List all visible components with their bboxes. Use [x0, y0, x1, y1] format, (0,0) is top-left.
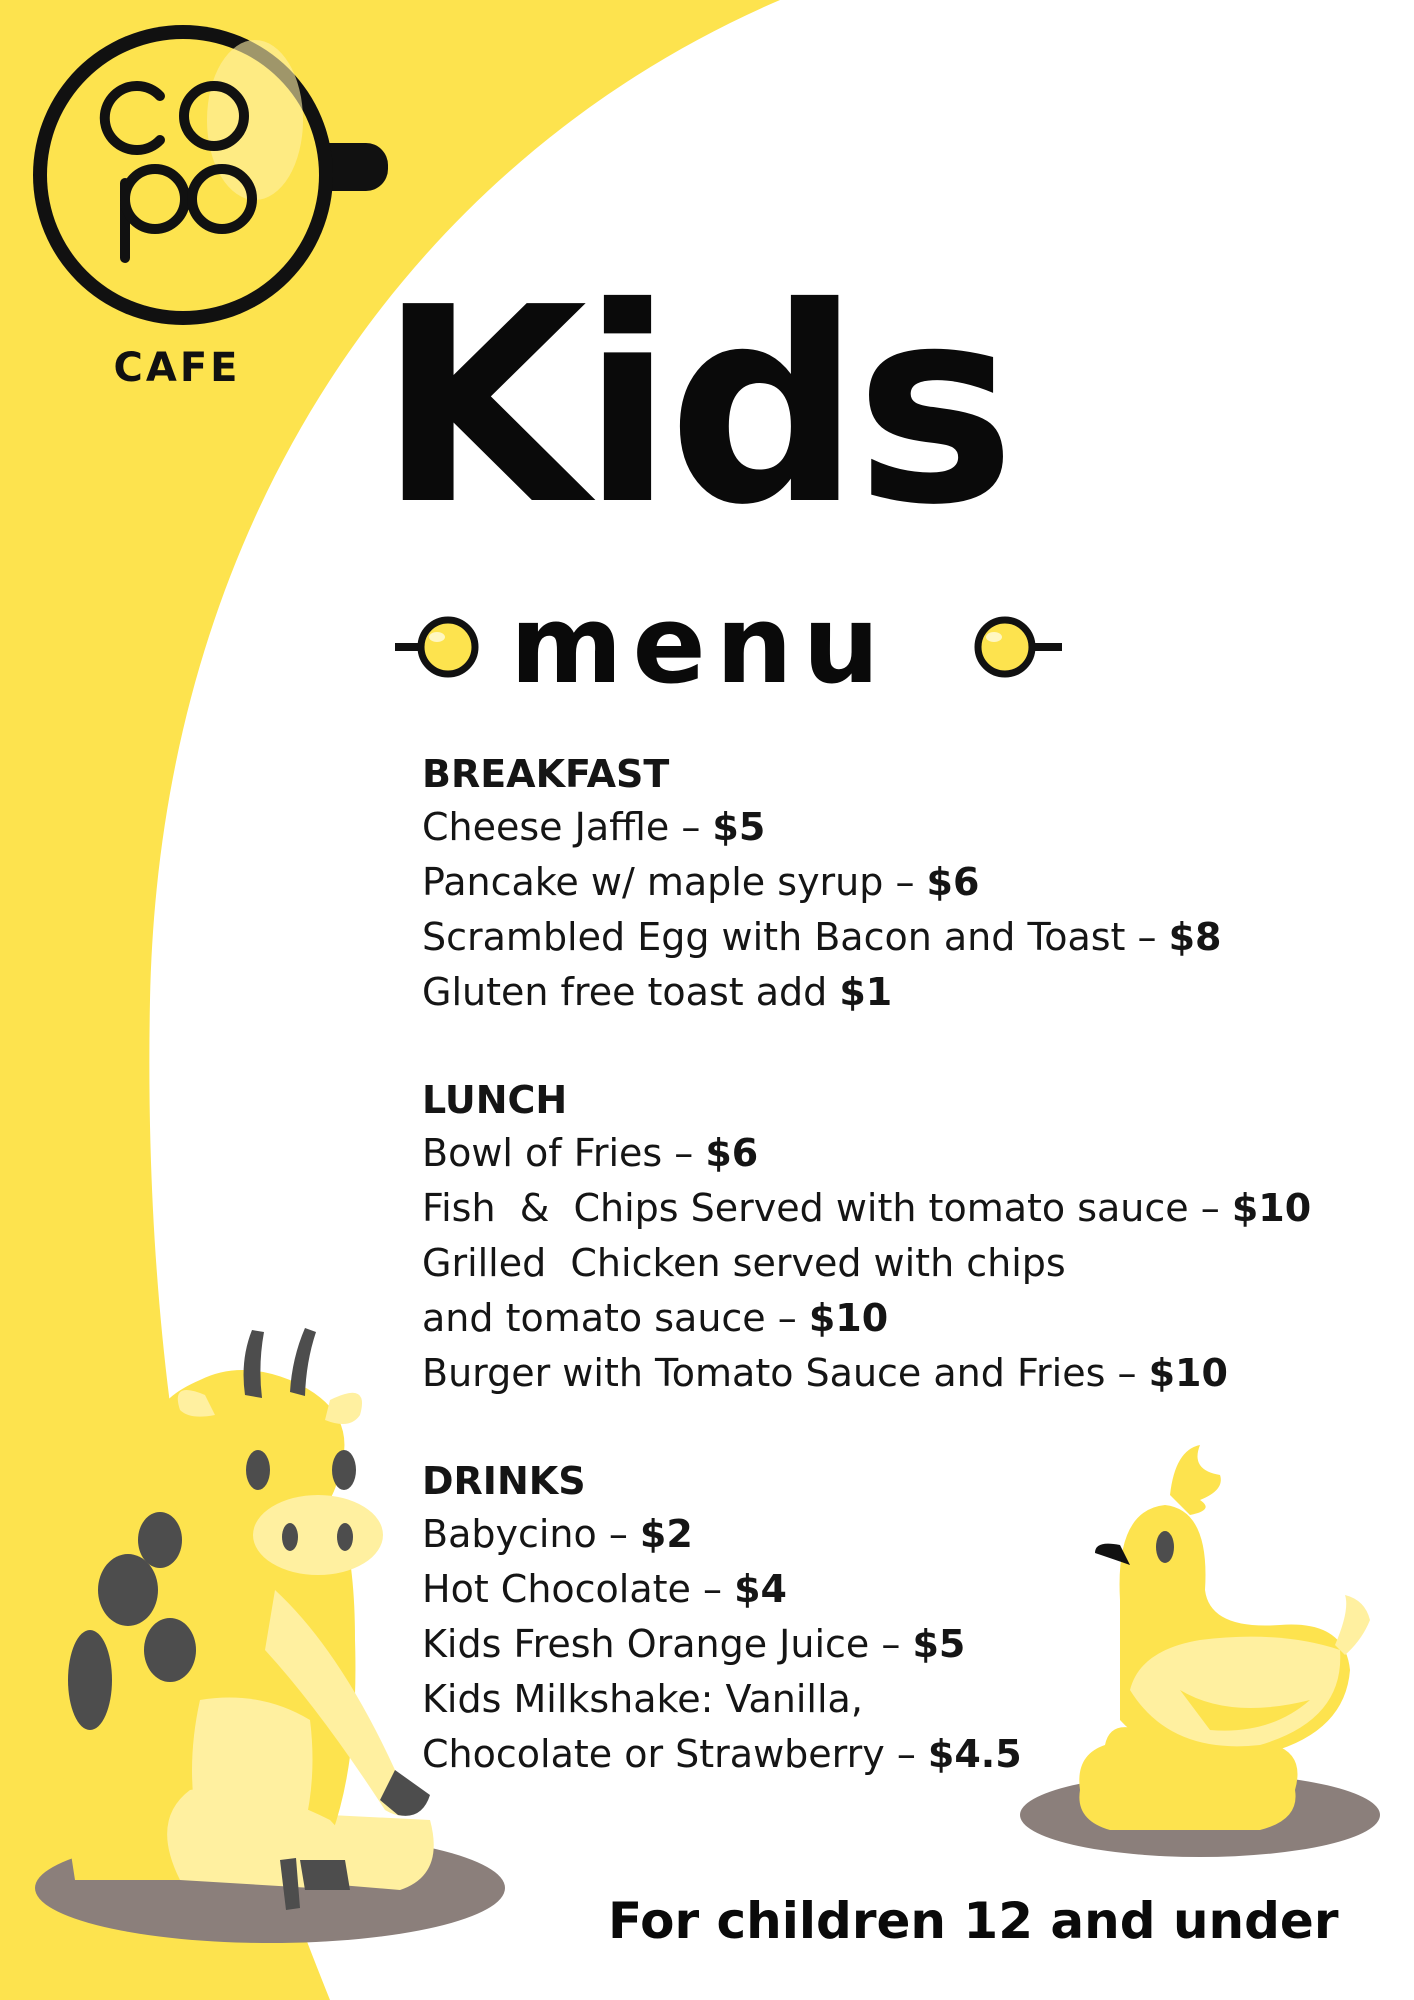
item-price: $6 — [705, 1131, 759, 1175]
menu-item — [422, 1181, 1382, 1236]
item-price: $8 — [1168, 915, 1222, 959]
item-price: $6 — [926, 860, 980, 904]
item-price: $1 — [839, 970, 893, 1014]
item-name: Burger with Tomato Sauce and Fries – — [422, 1351, 1149, 1395]
section-breakfast — [422, 748, 1382, 1020]
section-title: BREAKFAST — [422, 752, 670, 796]
menu-item — [422, 1727, 1382, 1782]
item-name: Fish & Chips Served with tomato sauce – — [422, 1186, 1232, 1230]
menu-item — [422, 1672, 1382, 1727]
menu-item — [422, 1236, 1382, 1291]
brand-name: CAFE — [113, 345, 241, 391]
item-name: Cheese Jaffle – — [422, 805, 713, 849]
menu-dot-right-icon — [978, 620, 1062, 674]
item-name: Bowl of Fries – — [422, 1131, 706, 1175]
menu-item — [422, 1507, 1382, 1562]
menu-item — [422, 910, 1382, 965]
menu-item — [422, 1346, 1382, 1401]
menu-item — [422, 965, 1382, 1020]
item-name: Kids Fresh Orange Juice – — [422, 1622, 913, 1666]
menu-item — [422, 1126, 1382, 1181]
item-name: and tomato sauce – — [422, 1296, 809, 1340]
item-name: Gluten free toast add — [422, 970, 840, 1014]
item-price: $10 — [1148, 1351, 1228, 1395]
item-name: Grilled Chicken served with chips — [422, 1241, 1066, 1285]
item-name: Scrambled Egg with Bacon and Toast – — [422, 915, 1169, 959]
menu-dot-left-icon — [395, 620, 475, 674]
menu-item — [422, 855, 1382, 910]
footer-note: For children 12 and under — [608, 1892, 1339, 1950]
title-kids: Kids — [378, 249, 1010, 564]
menu-item — [422, 800, 1382, 855]
item-name: Hot Chocolate – — [422, 1567, 735, 1611]
section-drinks — [422, 1455, 1382, 1782]
section-lunch — [422, 1074, 1382, 1401]
item-price: $5 — [912, 1622, 966, 1666]
item-price: $10 — [1231, 1186, 1312, 1230]
item-price: $10 — [808, 1296, 889, 1340]
menu-item — [422, 1291, 1382, 1346]
section-title: LUNCH — [422, 1078, 568, 1122]
section-title: DRINKS — [422, 1459, 586, 1503]
menu-list — [422, 748, 1382, 1836]
item-price: $5 — [712, 805, 766, 849]
menu-item — [422, 1562, 1382, 1617]
item-name: Kids Milkshake: Vanilla, — [422, 1677, 863, 1721]
item-name: Babycino – — [422, 1512, 640, 1556]
item-price: $4 — [734, 1567, 787, 1611]
item-price: $4.5 — [927, 1732, 1022, 1776]
title-menu: menu — [510, 583, 890, 708]
item-name: Chocolate or Strawberry – — [422, 1732, 928, 1776]
item-price: $2 — [639, 1512, 693, 1556]
menu-item — [422, 1617, 1382, 1672]
item-name: Pancake w/ maple syrup – — [422, 860, 927, 904]
